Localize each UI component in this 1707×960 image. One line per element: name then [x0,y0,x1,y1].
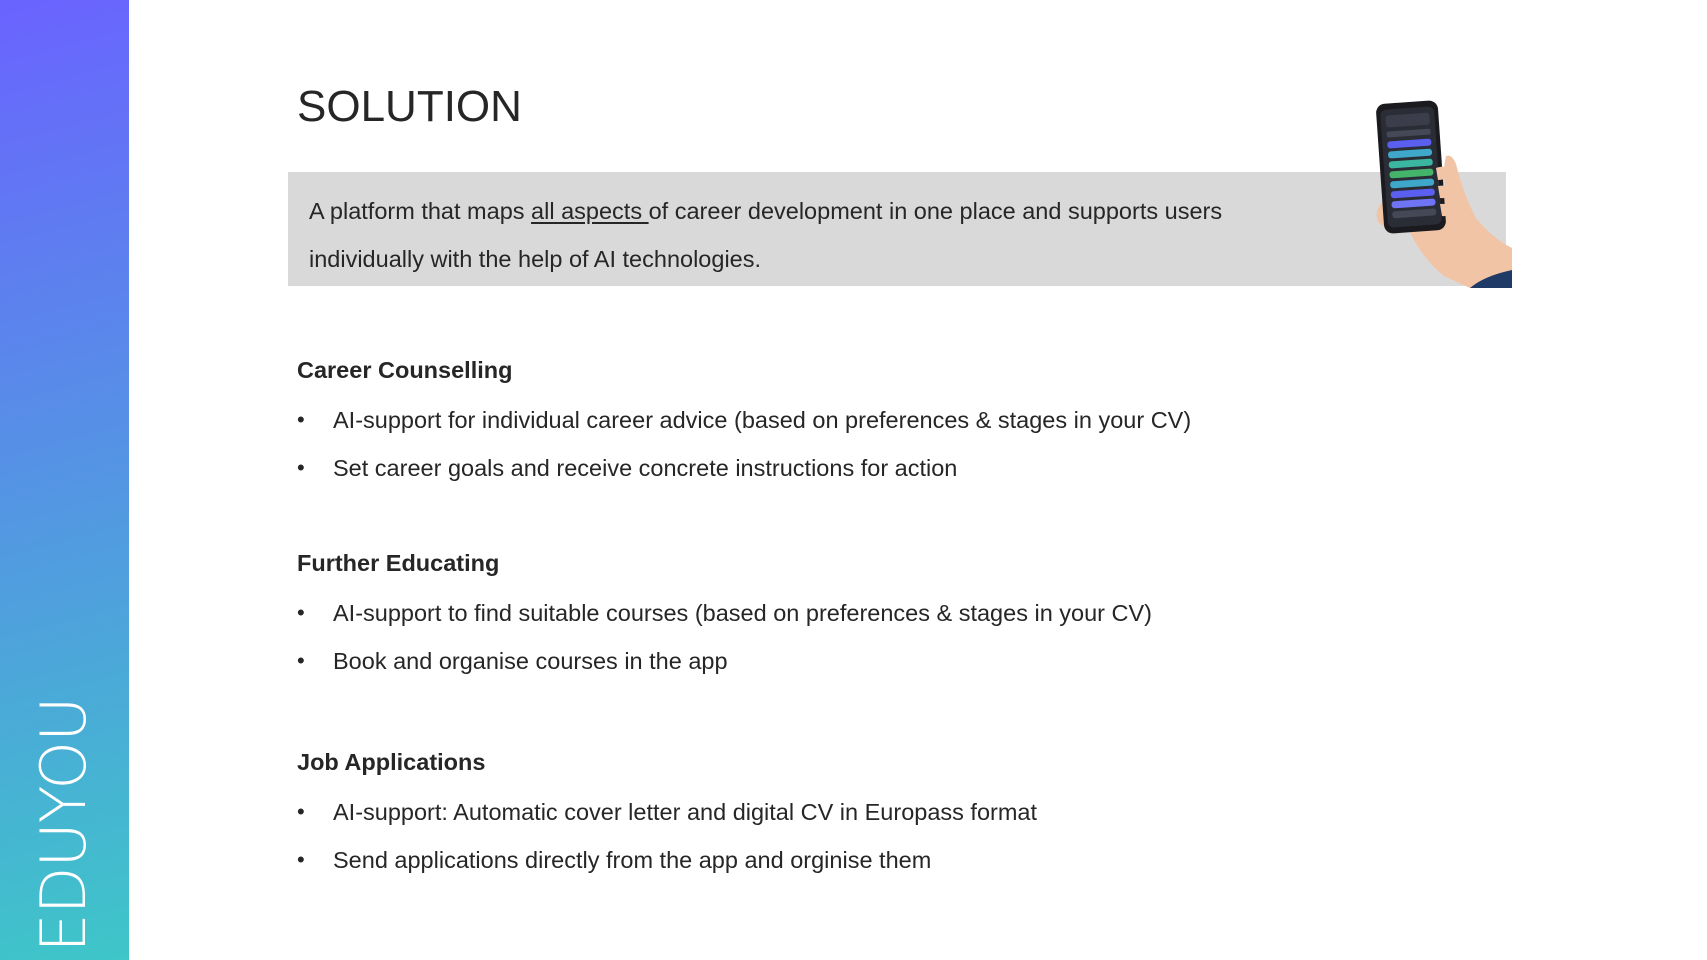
summary-text-end: of career development in one place and supports users individually with the help of AI technologies. [309,198,1223,272]
summary-box [288,172,1506,286]
list-item: • Set career goals and receive concrete instructions for action [297,444,1191,492]
smartphone-in-hand-icon [1352,98,1512,288]
list-item: • Book and organise courses in the app [297,637,1152,685]
bullet-list-career-counselling [297,396,1191,492]
list-item: • Send applications directly from the app and orginise them [297,836,1037,884]
bullet-list-further-educating [297,589,1152,685]
summary-text-start: A platform that maps [309,198,532,224]
section-heading-job-applications: Job Applications [297,749,486,775]
brand-logo-text: EDUYOU [27,697,100,953]
section-heading-further-educating: Further Educating [297,550,500,576]
slide-title: SOLUTION [297,82,522,131]
brand-sidebar [0,0,129,960]
summary-emphasis: all aspects [531,198,649,224]
list-item: • AI-support for individual career advice (based on preferences & stages in your CV) [297,396,1191,444]
list-item: • AI-support: Automatic cover letter and digital CV in Europass format [297,788,1037,836]
brand-logo [27,697,100,953]
list-item: • AI-support to find suitable courses (based on preferences & stages in your CV) [297,589,1152,637]
summary-text [309,187,1269,283]
section-heading-career-counselling: Career Counselling [297,357,513,383]
bullet-list-job-applications [297,788,1037,884]
